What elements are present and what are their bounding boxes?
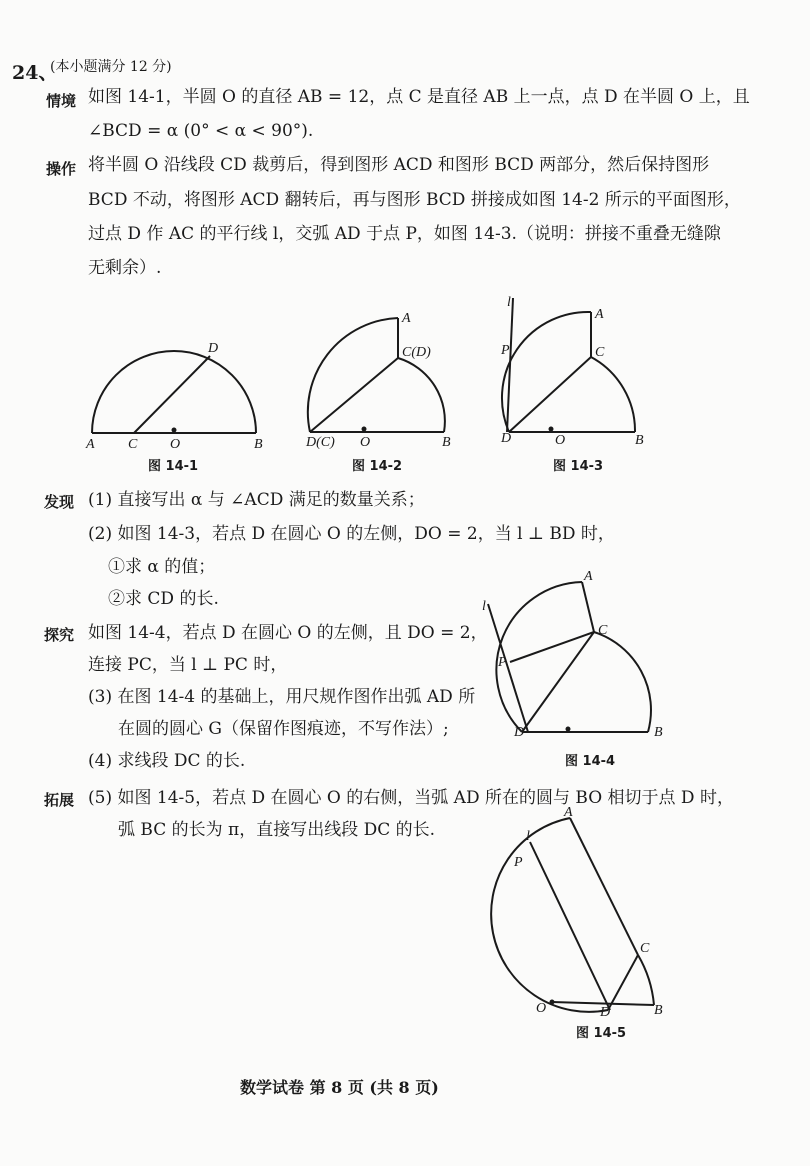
label-c: C xyxy=(595,345,605,360)
explore-line-2: 连接 PC，当 l ⊥ PC 时， xyxy=(88,655,288,675)
segment-cd xyxy=(509,357,591,432)
caption-14-5: 图 14-5 xyxy=(576,1026,627,1041)
segment-ac xyxy=(582,582,594,632)
explore-line-3: (3) 在图 14-4 的基础上，用尺规作图作出弧 AD 所 xyxy=(88,687,476,707)
center-dot xyxy=(172,428,177,433)
arc-ad xyxy=(491,818,608,1012)
label-b: B xyxy=(654,1003,663,1018)
label-l: l xyxy=(507,295,511,310)
label-b: B xyxy=(254,437,263,452)
section-tag-situation: 情境 xyxy=(46,92,77,110)
discover-line-1: (1) 直接写出 α 与 ∠ACD 满足的数量关系； xyxy=(88,490,425,510)
label-c-d: C(D) xyxy=(402,345,431,360)
operation-line-4: 无剩余）. xyxy=(88,258,162,278)
segment-cd xyxy=(522,632,594,732)
situation-line-1: 如图 14-1，半圆 O 的直径 AB = 12，点 C 是直径 AB 上一点，点 D 在半圆 O 上，且 xyxy=(88,87,750,107)
segment-pc xyxy=(510,632,594,662)
extend-line-2: 弧 BC 的长为 π，直接写出线段 DC 的长. xyxy=(118,820,436,840)
figure-14-1 xyxy=(80,330,280,450)
label-d: D xyxy=(600,1005,611,1020)
label-a: A xyxy=(584,569,593,584)
label-a: A xyxy=(564,805,573,820)
situation-line-2: ∠BCD = α (0° < α < 90°). xyxy=(88,121,314,141)
caption-14-3: 图 14-3 xyxy=(553,459,604,474)
extend-line-1: (5) 如图 14-5，若点 D 在圆心 O 的右侧，当弧 AD 所在的圆与 BO 相切于点 D 时， xyxy=(88,788,734,808)
center-dot xyxy=(362,427,367,432)
operation-line-2: BCD 不动，将图形 ACD 翻转后，再与图形 BCD 拼接成如图 14-2 所示的平面图形， xyxy=(88,190,741,210)
arc-bcd xyxy=(398,358,445,432)
question-number: 24、 xyxy=(12,62,58,84)
explore-line-5: (4) 求线段 DC 的长. xyxy=(88,751,246,771)
caption-14-4: 图 14-4 xyxy=(565,754,616,769)
arc-ad xyxy=(502,312,591,432)
section-tag-discover: 发现 xyxy=(44,493,75,511)
label-c: C xyxy=(128,437,138,452)
caption-14-2: 图 14-2 xyxy=(352,459,403,474)
label-p: P xyxy=(501,343,510,358)
label-c: C xyxy=(640,941,650,956)
segment-cd xyxy=(608,955,638,1010)
label-p: P xyxy=(498,655,507,670)
label-b: B xyxy=(635,433,644,448)
operation-line-3: 过点 D 作 AC 的平行线 l，交弧 AD 于点 P，如图 14-3.（说明：拼接不重叠无缝隙 xyxy=(88,224,721,244)
discover-line-2: (2) 如图 14-3，若点 D 在圆心 O 的左侧，DO = 2，当 l ⊥ BD 时， xyxy=(88,524,615,544)
point-o xyxy=(550,1000,555,1005)
figure-14-2 xyxy=(300,300,470,450)
arc-bc xyxy=(638,955,654,1005)
section-tag-operation: 操作 xyxy=(46,160,77,178)
label-a: A xyxy=(86,437,95,452)
label-c: C xyxy=(598,623,608,638)
label-d: D xyxy=(501,431,512,446)
label-o: O xyxy=(536,1001,547,1016)
label-o: O xyxy=(360,435,371,450)
label-d: D xyxy=(208,341,219,356)
label-d: D xyxy=(514,725,525,740)
label-b: B xyxy=(654,725,663,740)
arc-bc xyxy=(591,357,635,432)
arc-bc xyxy=(594,632,651,732)
operation-line-1: 将半圆 O 沿线段 CD 裁剪后，得到图形 ACD 和图形 BCD 两部分，然后保持图形 xyxy=(88,155,710,175)
label-b: B xyxy=(442,435,451,450)
page-footer: 数学试卷 第 8 页 (共 8 页) xyxy=(240,1078,439,1097)
segment-ac xyxy=(570,818,638,955)
center-dot xyxy=(549,427,554,432)
label-o: O xyxy=(170,437,181,452)
arc-acd xyxy=(308,318,398,432)
center-dot xyxy=(566,727,571,732)
caption-14-1: 图 14-1 xyxy=(148,459,199,474)
label-p: P xyxy=(514,855,523,870)
line-l xyxy=(530,842,610,1010)
figure-14-4 xyxy=(478,560,678,750)
label-d-c: D(C) xyxy=(306,435,335,450)
segment-cd xyxy=(310,358,398,432)
label-a: A xyxy=(595,307,604,322)
explore-line-1: 如图 14-4，若点 D 在圆心 O 的左侧，且 DO = 2， xyxy=(88,623,488,643)
question-header: (本小题满分 12 分) xyxy=(50,59,172,75)
label-o: O xyxy=(555,433,566,448)
label-l: l xyxy=(482,599,486,614)
figure-14-5 xyxy=(514,805,680,1025)
explore-line-4: 在圆的圆心 G（保留作图痕迹，不写作法）; xyxy=(118,719,449,739)
discover-line-4: ②求 CD 的长. xyxy=(108,589,219,609)
label-l: l xyxy=(526,829,530,844)
discover-line-3: ①求 α 的值； xyxy=(108,557,216,577)
segment-cd xyxy=(134,356,210,433)
figure-14-3 xyxy=(495,290,665,450)
section-tag-extend: 拓展 xyxy=(44,791,75,809)
label-a: A xyxy=(402,311,411,326)
section-tag-explore: 探究 xyxy=(44,626,75,644)
